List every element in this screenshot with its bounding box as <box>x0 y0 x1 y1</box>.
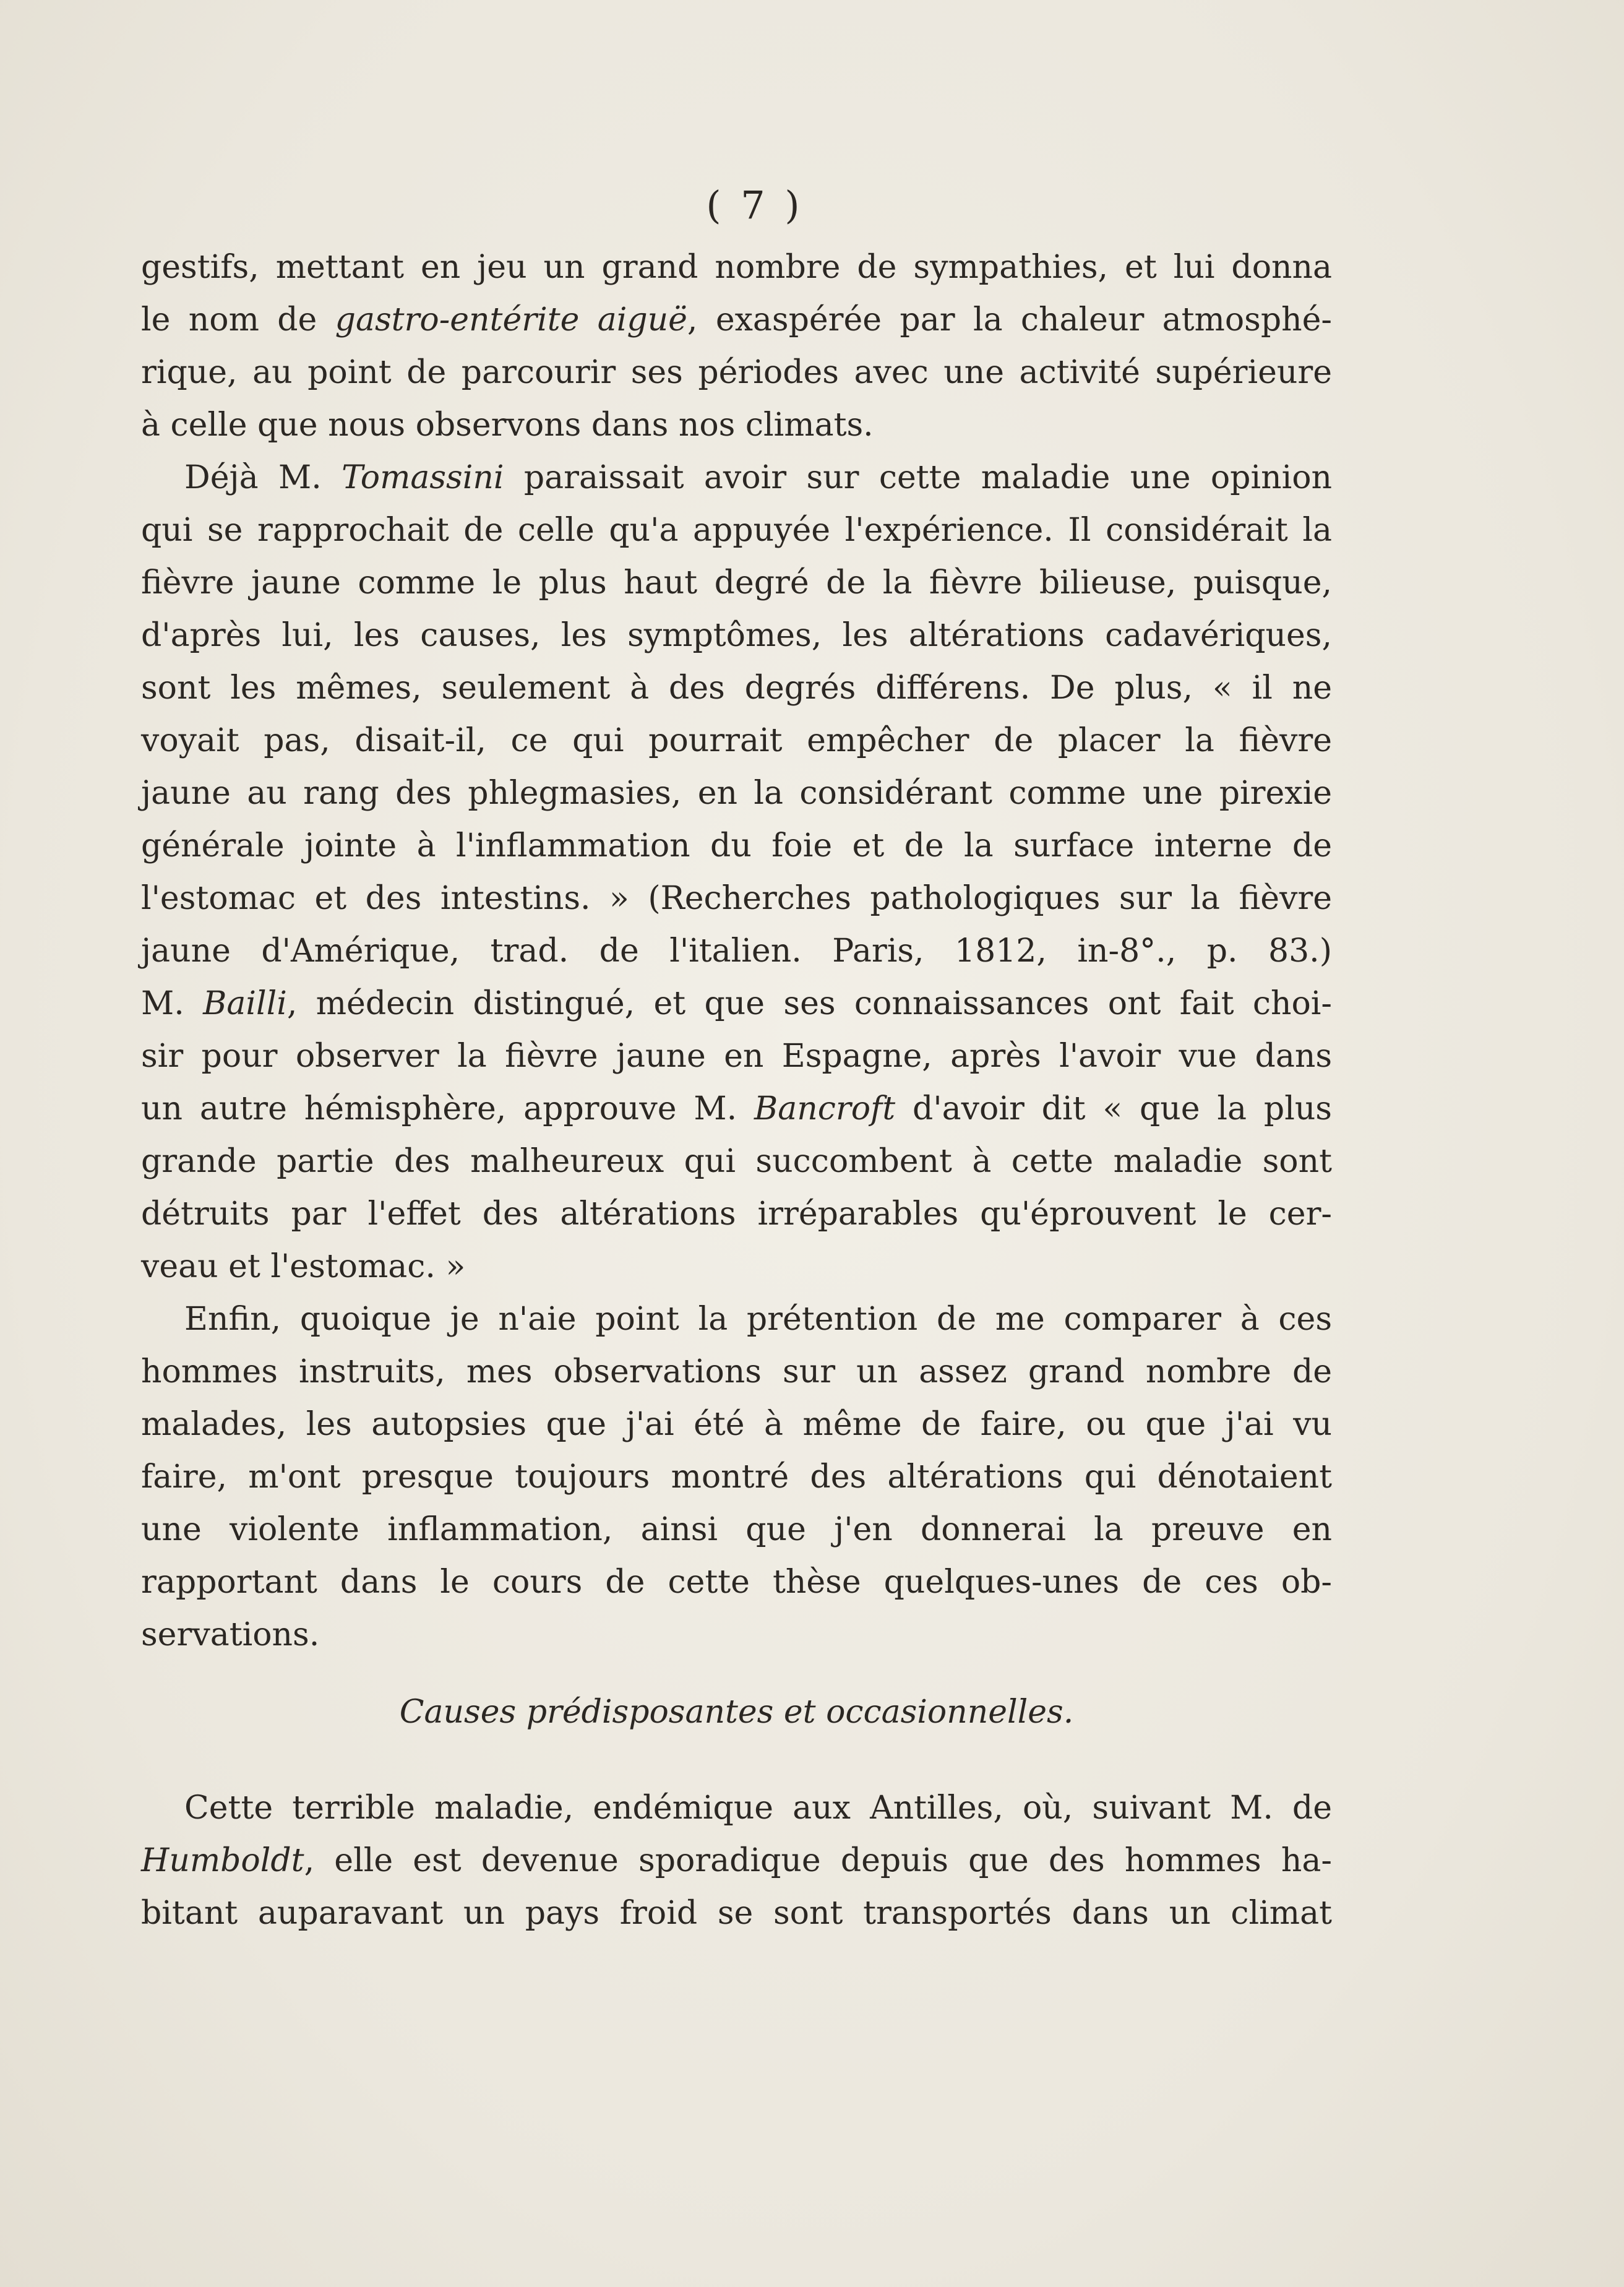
text-line: rapportant dans le cours de cette thèse quelques-unes de ces ob- <box>141 1564 1332 1601</box>
text-line: un autre hémisphère, approuve M. Bancroft d'avoir dit « que la plus <box>141 1090 1332 1127</box>
text-line: jaune au rang des phlegmasies, en la considérant comme une pirexie <box>141 775 1332 812</box>
text-line: qui se rapprochait de celle qu'a appuyée l'expérience. Il considérait la <box>141 512 1332 549</box>
text-line: fièvre jaune comme le plus haut degré de la fièvre bilieuse, puisque, <box>141 564 1332 601</box>
italic-name: Bailli <box>203 985 287 1022</box>
text-line: à celle que nous observons dans nos climats. <box>141 407 874 444</box>
text-line: malades, les autopsies que j'ai été à même de faire, ou que j'ai vu <box>141 1406 1332 1443</box>
paragraph-start-line: Déjà M. Tomassini paraissait avoir sur cette maladie une opinion <box>184 459 1332 496</box>
text-line: M. Bailli, médecin distingué, et que ses connaissances ont fait choi- <box>141 985 1332 1022</box>
page-number: ( 7 ) <box>706 183 804 228</box>
text-line: l'estomac et des intestins. » (Recherches pathologiques sur la fièvre <box>141 880 1332 917</box>
text-line: sir pour observer la fièvre jaune en Espagne, après l'avoir vue dans <box>141 1038 1332 1075</box>
italic-term: gastro-entérite aiguë <box>335 301 687 338</box>
text-line: hommes instruits, mes observations sur un assez grand nombre de <box>141 1353 1332 1390</box>
text-line: gestifs, mettant en jeu un grand nombre de sympathies, et lui donna <box>141 249 1332 286</box>
text-line: veau et l'estomac. » <box>141 1248 466 1285</box>
text-line: rique, au point de parcourir ses périodes avec une activité supérieure <box>141 354 1332 391</box>
body-text <box>141 241 1332 1940</box>
text-line: servations. <box>141 1616 320 1653</box>
text-line: Humboldt, elle est devenue sporadique depuis que des hommes ha- <box>141 1842 1332 1879</box>
section-heading: Causes prédisposantes et occasionnelles. <box>399 1694 1074 1731</box>
text-line: détruits par l'effet des altérations irréparables qu'éprouvent le cer- <box>141 1195 1332 1233</box>
text-line: générale jointe à l'inflammation du foie et de la surface interne de <box>141 827 1332 864</box>
text-line: le nom de gastro-entérite aiguë, exaspérée par la chaleur atmosphé- <box>141 301 1332 338</box>
italic-name: Humboldt <box>141 1842 304 1879</box>
italic-name: Bancroft <box>754 1090 896 1127</box>
text-line: une violente inflammation, ainsi que j'en donnerai la preuve en <box>141 1511 1332 1548</box>
text-line: grande partie des malheureux qui succombent à cette maladie sont <box>141 1143 1332 1180</box>
text-line: sont les mêmes, seulement à des degrés différens. De plus, « il ne <box>141 670 1332 707</box>
text-line: d'après lui, les causes, les symptômes, les altérations cadavériques, <box>141 617 1332 654</box>
paragraph-start-line: Enfin, quoique je n'aie point la prétention de me comparer à ces <box>184 1301 1332 1338</box>
text-line: voyait pas, disait-il, ce qui pourrait empêcher de placer la fièvre <box>141 722 1332 759</box>
paragraph-start-line: Cette terrible maladie, endémique aux Antilles, où, suivant M. de <box>184 1790 1332 1827</box>
text-line: jaune d'Amérique, trad. de l'italien. Paris, 1812, in-8°., p. 83.) <box>141 932 1332 970</box>
italic-name: Tomassini <box>342 459 504 496</box>
text-line: faire, m'ont presque toujours montré des altérations qui dénotaient <box>141 1458 1332 1496</box>
text-line: bitant auparavant un pays froid se sont transportés dans un climat <box>141 1895 1332 1932</box>
